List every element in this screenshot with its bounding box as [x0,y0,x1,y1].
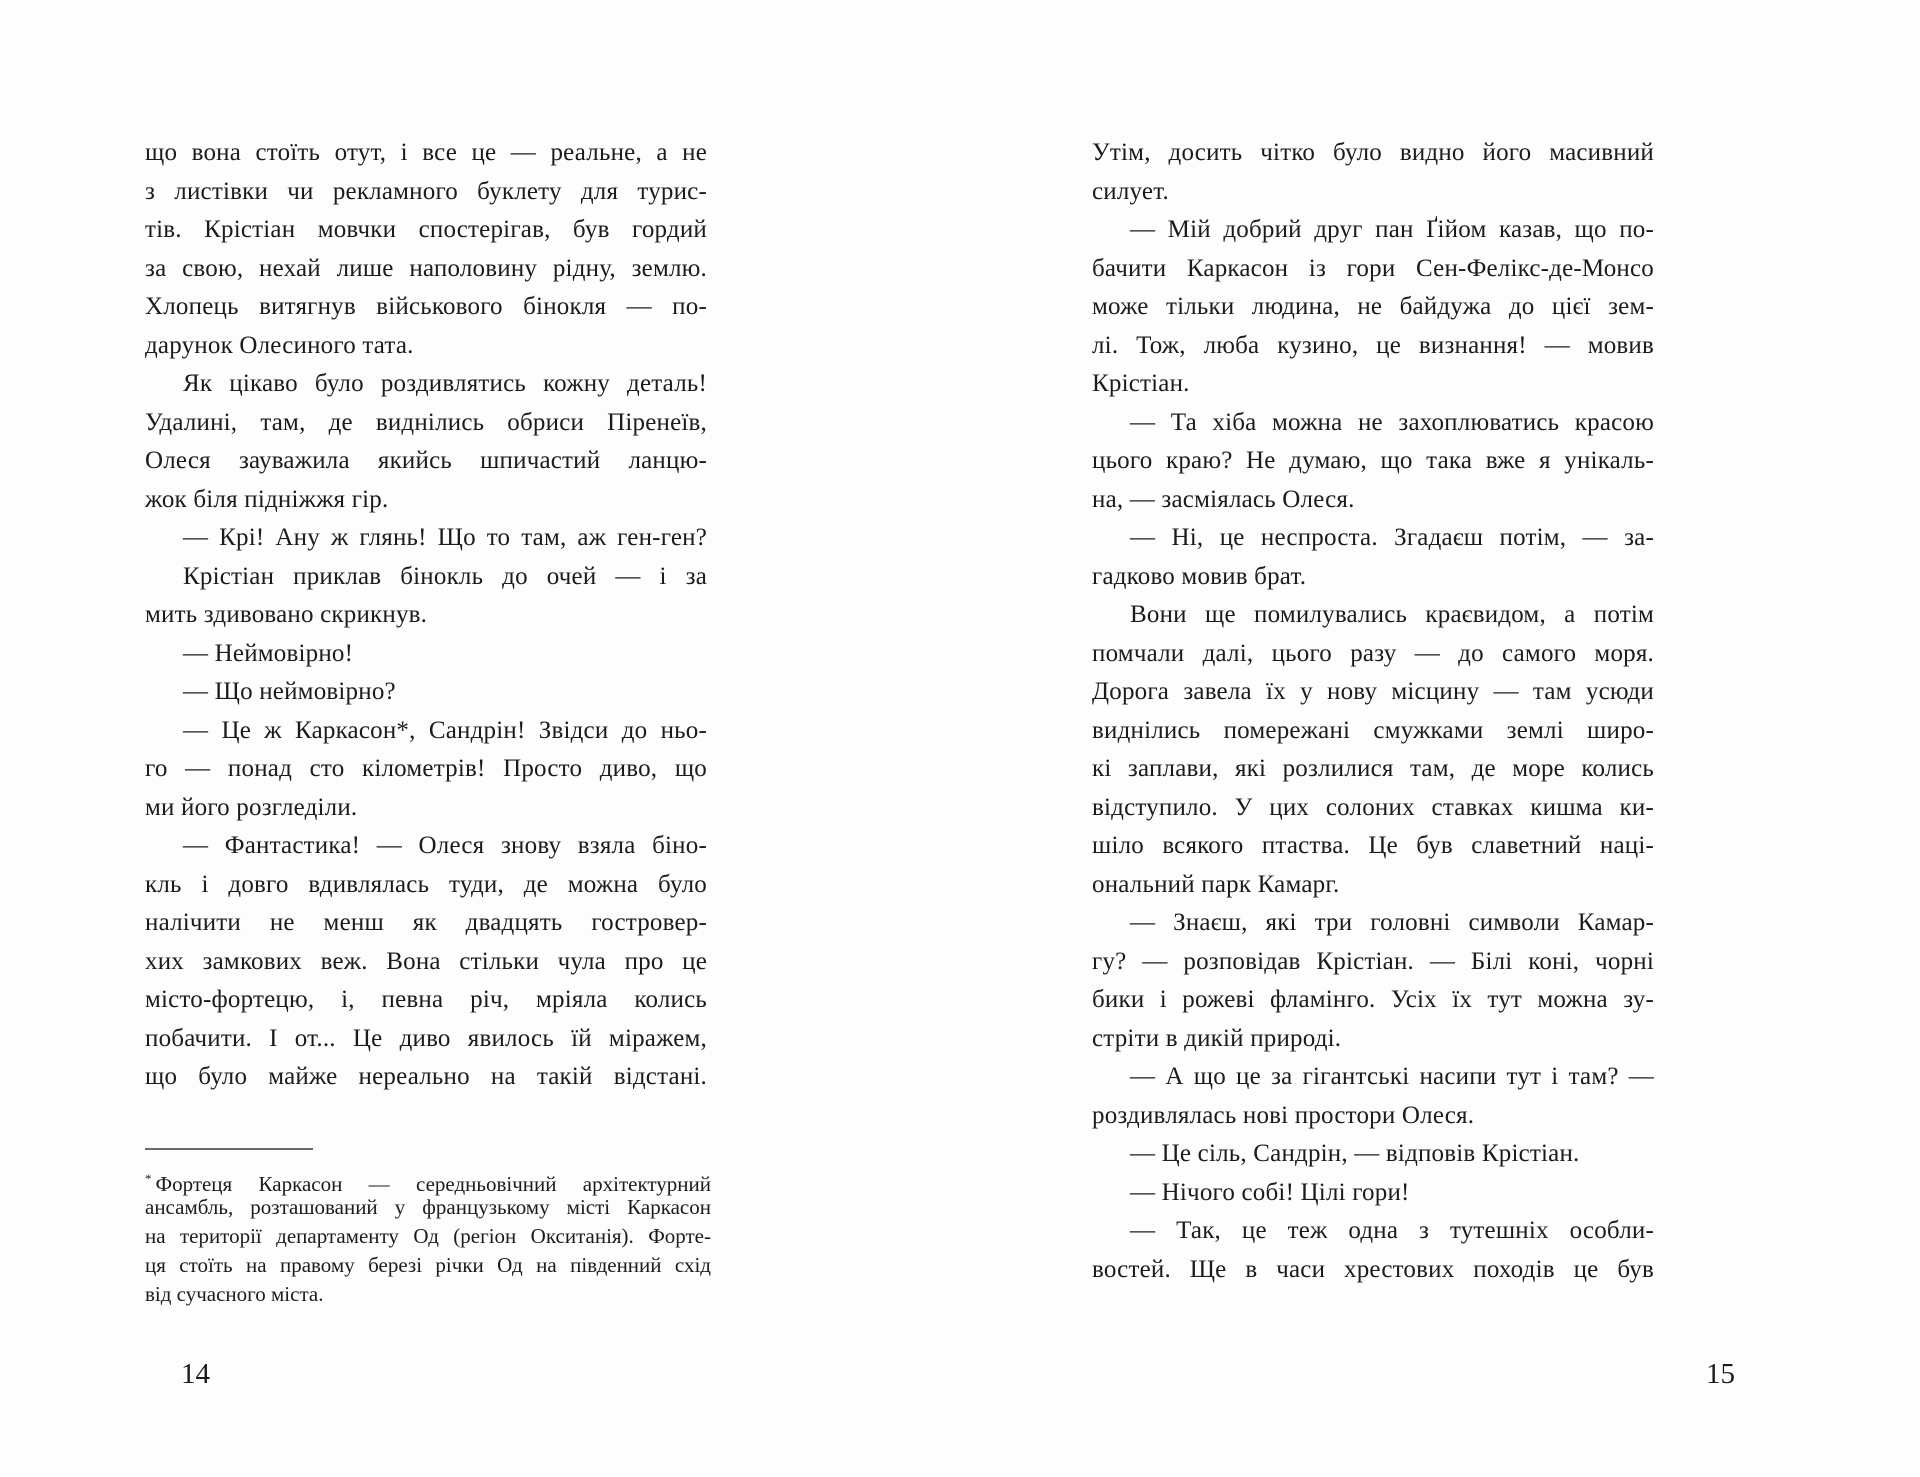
paragraph [1092,1058,1654,1135]
text-line: Утім, досить чітко було видно його масивний [1092,139,1654,166]
text-line: від сучасного міста. [145,1282,324,1306]
text-line: — Нічого собі! Цілі гори! [1130,1178,1410,1206]
page-14-text-column [145,134,707,1097]
paragraph [145,134,707,365]
text-line: тів. Крістіан мовчки спостерігав, був гордий [145,216,707,243]
text-line: — Це ж Каркасон*, Сандрін! Звідси до ньо- [183,716,707,744]
text-line: стріти в дикій природі. [1092,1024,1342,1052]
text-line: відступило. У цих солоних ставках кишма ки- [1092,793,1654,821]
paragraph [145,635,707,674]
text-line: Крістіан. [1092,370,1190,397]
text-line: Хлопець витягнув військового бінокля — по- [145,293,707,320]
paragraph [1092,1212,1654,1289]
text-line: — Знаєш, які три головні символи Камар- [1130,909,1654,936]
text-line: кі заплави, які розлилися там, де море колись [1092,755,1654,782]
footnote-marker: * [145,1171,152,1186]
text-line: гу? — розповідав Крістіан. — Білі коні, чорні [1092,947,1654,975]
text-line: помчали далі, цього разу — до самого моря. [1092,639,1654,667]
paragraph [1092,134,1654,211]
text-line: на, — засміялась Олеся. [1092,485,1355,513]
text-line: — Так, це теж одна з тутешніх особли- [1130,1217,1654,1244]
page-15-text-column [1092,134,1654,1289]
text-line: бики і рожеві фламінго. Усіх їх тут можна зу- [1092,986,1654,1013]
paragraph [1092,404,1654,520]
text-line: ональний парк Камарг. [1092,870,1340,898]
paragraph [1092,596,1654,904]
text-line: — Це сіль, Сандрін, — відповів Крістіан. [1130,1140,1580,1167]
footnote-text [145,1164,711,1309]
text-line: за свою, нехай лише наполовину рідну, землю. [145,254,707,282]
text-line: Як цікаво було роздивлятись кожну деталь! [183,370,707,397]
text-line: Удалині, там, де виднілись обриси Піренеїв, [145,408,707,436]
text-line: лі. Тож, люба кузино, це визнання! — мовив [1092,331,1654,359]
text-line: жок біля підніжжя гір. [145,485,389,513]
text-line: шіло всякого птаства. Це був славетний наці- [1092,832,1654,859]
text-line: гадково мовив брат. [1092,562,1307,590]
text-line: бачити Каркасон із гори Сен-Фелікс-де-Монсо [1092,254,1654,282]
footnote-divider [145,1148,313,1150]
text-line: дарунок Олесиного тата. [145,331,414,359]
paragraph [145,712,707,828]
footnote [145,1148,711,1309]
text-line: — Та хіба можна не захоплюватись красою [1130,408,1654,436]
text-line: — Мій добрий друг пан Ґійом казав, що по- [1130,216,1654,243]
paragraph [1092,519,1654,596]
text-line: ми його розгледіли. [145,793,358,821]
page-number-left: 14 [181,1358,210,1390]
text-line: силует. [1092,177,1169,205]
paragraph [145,519,707,558]
text-line: — Фантастика! — Олеся знову взяла біно- [183,832,707,859]
text-line: — Що неймовірно? [183,678,396,705]
text-line: го — понад сто кілометрів! Просто диво, що [145,755,707,782]
text-line: Вони ще помилувались краєвидом, а потім [1130,601,1654,628]
text-line: що було майже нереально на такій відстані. [145,1063,707,1090]
text-line: — Неймовірно! [183,639,354,667]
paragraph [1092,904,1654,1058]
text-line: — Ні, це неспроста. Згадаєш потім, — за- [1130,524,1654,551]
text-line: роздивлялась нові простори Олеся. [1092,1101,1475,1129]
paragraph [145,365,707,519]
text-line: що вона стоїть отут, і все це — реальне, а не [145,139,707,166]
text-line: — Крі! Ану ж глянь! Що то там, аж ген-ген? [183,524,707,551]
paragraph [1092,211,1654,404]
paragraph [145,827,707,1097]
paragraph [145,673,707,712]
page-number-right: 15 [1706,1358,1735,1390]
text-line: на території департаменту Од (регіон Окситанія). Форте- [145,1224,711,1248]
text-line: Дорога завела їх у нову місцину — там усюди [1092,678,1654,705]
text-line: цього краю? Не думаю, що така вже я унікаль- [1092,447,1654,474]
text-line: мить здивовано скрикнув. [145,601,428,628]
text-line: востей. Ще в часи хрестових походів це був [1092,1255,1654,1283]
text-line: місто-фортецю, і, певна річ, мріяла колись [145,986,707,1013]
text-line: кль і довго вдивлялась туди, де можна було [145,870,707,898]
text-line: хих замкових веж. Вона стільки чула про це [145,947,707,975]
text-line: може тільки людина, не байдужа до цієї зем- [1092,293,1654,320]
text-line: * Фортеця Каркасон — середньовічний архітектурний [145,1171,711,1196]
text-line: ансамбль, розташований у французькому місті Каркасон [145,1195,711,1219]
text-line: побачити. І от... Це диво явилось їй міражем, [145,1024,707,1052]
text-line: — А що це за гігантські насипи тут і там? — [1130,1063,1654,1090]
text-line: виднілись помережані смужками землі широ- [1092,716,1654,744]
paragraph [1092,1135,1654,1174]
text-line: Крістіан приклав бінокль до очей — і за [183,562,707,590]
text-line: налічити не менш як двадцять гостровер- [145,909,707,936]
text-line: з листівки чи рекламного буклету для турис- [145,177,707,205]
text-line: Олеся зауважила якийсь шпичастий ланцю- [145,447,707,474]
paragraph [1092,1174,1654,1213]
text-line: ця стоїть на правому березі річки Од на південний схід [145,1253,711,1277]
paragraph [145,558,707,635]
